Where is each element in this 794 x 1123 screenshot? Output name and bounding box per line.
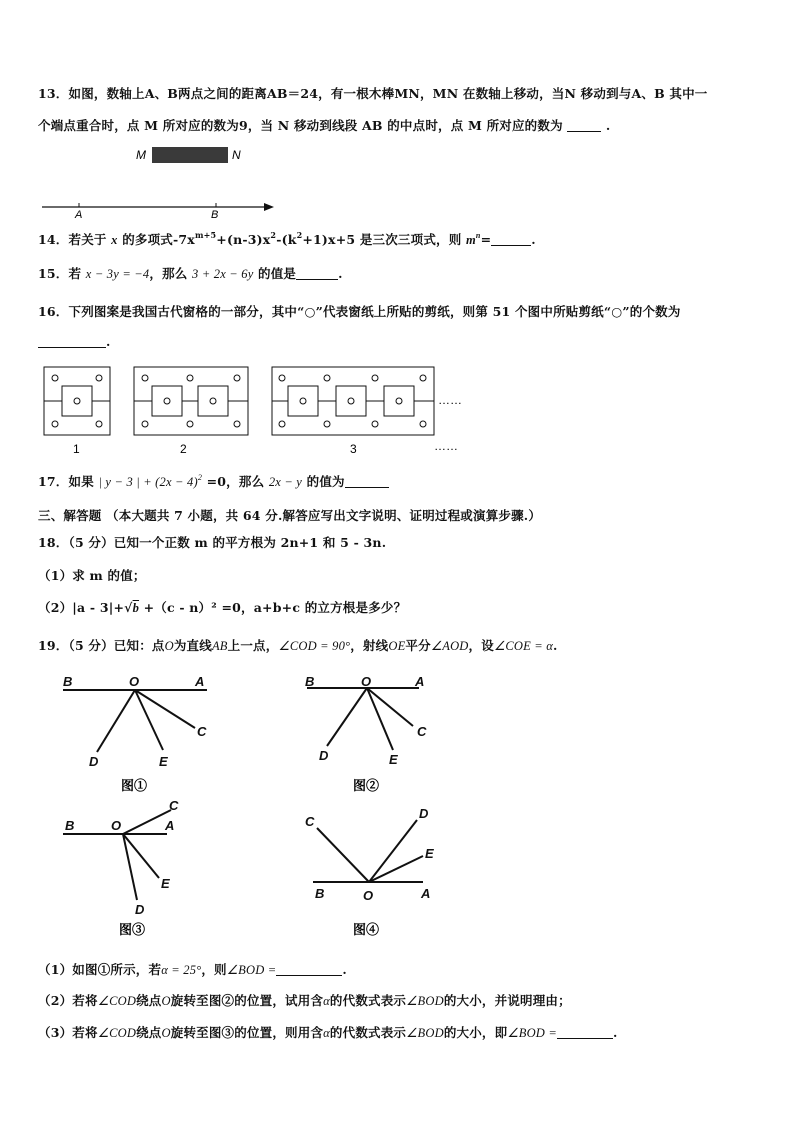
f1-label-c: C	[197, 724, 207, 739]
f4-label-o: O	[363, 888, 374, 903]
section-3-heading: 三、解答题 （本大题共 7 小题，共 64 分.解答应写出文字说明、证明过程或演算步骤.）	[38, 508, 542, 523]
f2-label-b: B	[305, 674, 315, 689]
q19-part2	[38, 991, 571, 1009]
q13-axis-arrow	[264, 203, 274, 211]
q19-stem-mid5: ，设	[468, 638, 494, 653]
q19-p3-mid3: 的代数式表示	[329, 1025, 407, 1040]
q19-p2-bod: ∠BOD	[406, 994, 444, 1008]
q19-caption-1: 图①	[121, 778, 148, 793]
q19-p3-mid2: 旋转至图③的位置，则用含	[170, 1025, 324, 1040]
q17-eq: =0，那么	[206, 474, 265, 489]
q16-ellipsis-top: ……	[438, 393, 462, 407]
q13-label-n: N	[232, 148, 241, 162]
q16-label-1: 1	[73, 442, 80, 456]
f3-label-e: E	[161, 876, 170, 891]
f3-label-a: A	[165, 818, 175, 833]
q16-window-patterns-figure	[40, 362, 480, 462]
q17-answer-blank[interactable]	[345, 475, 389, 488]
q14-line	[38, 230, 536, 248]
f2-label-d: D	[319, 748, 329, 763]
q19-p3-o: O	[161, 1026, 171, 1040]
f1-label-b: B	[63, 674, 73, 689]
q19-figure-4-labels	[305, 806, 434, 903]
q16-label-3: 3	[350, 442, 357, 456]
q19-figure-4	[313, 820, 423, 882]
q19-point-o: O	[164, 639, 174, 653]
q14-exp2: 2	[270, 230, 277, 240]
q17-expression: | y − 3 | + (2x − 4)	[98, 475, 198, 489]
q19-p3-answer-blank[interactable]	[557, 1026, 613, 1039]
q15-post: 的值是	[258, 266, 297, 281]
f3-label-c: C	[169, 798, 179, 813]
q19-angle-coe: ∠COE = α	[493, 639, 553, 653]
q16-ellipsis-bottom: ……	[434, 439, 458, 453]
q19-p1-answer-blank[interactable]	[276, 963, 342, 976]
q19-caption-2: 图②	[353, 778, 380, 793]
q19-stem-end: .	[553, 638, 558, 653]
q19-figures	[55, 668, 455, 938]
q19-p2-pre: （2）若将	[38, 993, 98, 1008]
q19-figure-2	[307, 688, 419, 750]
q16-p3-frame	[272, 367, 434, 435]
q14-post: =	[480, 232, 492, 247]
q16-pattern-1	[44, 367, 110, 435]
q19-figure-1	[63, 690, 207, 752]
q14-exp3: 2	[296, 230, 303, 240]
f3-label-d: D	[135, 902, 145, 917]
q15-pre: 15．若	[38, 266, 82, 281]
q19-p1-end: .	[342, 962, 347, 977]
f1-label-d: D	[89, 754, 99, 769]
q19-part1	[38, 960, 347, 978]
q19-stem-mid1: 为直线	[173, 638, 212, 653]
q18-stem: 18．（5 分）已知一个正数 m 的平方根为 2n+1 和 5 - 3n.	[38, 535, 387, 550]
q13-line2	[38, 116, 610, 134]
q14-exp1: m+5	[194, 230, 217, 240]
f3-label-o: O	[111, 818, 122, 833]
q17-pre: 17．如果	[38, 474, 94, 489]
f4-label-a: A	[421, 886, 431, 901]
q19-stem	[38, 636, 558, 654]
f3-label-b: B	[65, 818, 75, 833]
q15-line	[38, 264, 343, 282]
q13-line2-text: 个端点重合时，点 M 所对应的数为9，当 N 移动到线段 AB 的中点时，点 M 所对应的数为	[38, 118, 563, 133]
q19-stem-mid2: 上一点，	[227, 638, 279, 653]
sqrt-icon: √	[124, 600, 133, 615]
q14-mid1: 的多项式-7x	[122, 232, 195, 247]
q19-p3-mid4: 的大小，即	[443, 1025, 508, 1040]
q16-line1: 16．下列图案是我国古代窗格的一部分，其中“○”代表窗纸上所贴的剪纸，则第 51 个图中所贴剪纸“○”的个数为	[38, 304, 681, 319]
f1-label-o: O	[129, 674, 140, 689]
q14-n: n	[475, 231, 481, 240]
q19-p2-mid2: 旋转至图②的位置，试用含	[170, 993, 324, 1008]
q18-part2-post: +（c - n）² =0，a+b+c 的立方根是多少？	[143, 600, 407, 615]
q15-answer-blank[interactable]	[296, 267, 338, 280]
q15-end: .	[338, 266, 343, 281]
q14-answer-blank[interactable]	[491, 233, 531, 246]
q14-pre: 14．若关于	[38, 232, 107, 247]
q19-p2-cod: ∠COD	[97, 994, 137, 1008]
q19-p1-pre: （1）如图①所示，若	[38, 962, 162, 977]
q19-p3-cod: ∠COD	[97, 1026, 137, 1040]
q17-exp: 2	[197, 473, 203, 482]
q19-p2-mid1: 绕点	[136, 993, 162, 1008]
q19-figure-3-labels	[65, 798, 179, 917]
q14-mid4: +1)x+5 是三次三项式，则	[302, 232, 462, 247]
q19-stem-pre: 19．（5 分）已知：点	[38, 638, 165, 653]
q13-answer-blank[interactable]	[567, 119, 601, 132]
q19-angle-aod: ∠AOD	[430, 639, 469, 653]
q16-line2-end: .	[106, 334, 111, 349]
f2-label-e: E	[389, 752, 398, 767]
q19-stem-mid4: 平分	[405, 638, 431, 653]
q16-label-2: 2	[180, 442, 187, 456]
q19-p2-alpha: α	[323, 994, 330, 1008]
q19-p3-mid1: 绕点	[136, 1025, 162, 1040]
q17-line	[38, 472, 389, 490]
q15-expression: 3 + 2x − 6y	[192, 267, 254, 281]
q15-condition: x − 3y = −4	[85, 267, 150, 281]
q19-p3-alpha: α	[323, 1026, 330, 1040]
q19-p2-o: O	[161, 994, 171, 1008]
q14-end: .	[531, 232, 536, 247]
q14-mid2: +(n-3)x	[216, 232, 271, 247]
q19-part3	[38, 1023, 618, 1041]
q19-p3-bod: ∠BOD	[406, 1026, 444, 1040]
f2-label-a: A	[415, 674, 425, 689]
q19-angle-cod: ∠COD = 90°	[278, 639, 351, 653]
q19-p2-mid3: 的代数式表示	[329, 993, 407, 1008]
q19-p3-pre: （3）若将	[38, 1025, 98, 1040]
q19-stem-mid3: ，射线	[350, 638, 389, 653]
q17-target-expr: 2x − y	[268, 475, 303, 489]
f4-label-d: D	[419, 806, 429, 821]
q18-part2-pre: （2）|a - 3|+	[38, 600, 125, 615]
q19-p1-bod: ∠BOD =	[226, 963, 277, 977]
q17-post: 的值为	[306, 474, 345, 489]
q19-line-ab: AB	[211, 639, 228, 653]
q19-caption-4: 图④	[353, 922, 380, 937]
q13-label-m: M	[136, 148, 146, 162]
q18-part1: （1）求 m 的值；	[38, 568, 146, 583]
q19-p1-mid: ，则	[201, 962, 227, 977]
q16-pattern-3	[272, 367, 434, 435]
f2-label-o: O	[361, 674, 372, 689]
q19-caption-3: 图③	[119, 922, 146, 937]
q16-p1-square	[62, 386, 92, 416]
q13-stick-mn	[152, 147, 228, 163]
q19-p3-bod2: ∠BOD =	[507, 1026, 557, 1040]
q18-radicand: b	[132, 601, 140, 615]
q14-var-x: x	[111, 233, 118, 247]
q13-label-b: B	[211, 209, 219, 221]
f1-label-e: E	[159, 754, 168, 769]
f4-label-c: C	[305, 814, 315, 829]
f2-label-c: C	[417, 724, 427, 739]
f1-label-a: A	[195, 674, 205, 689]
f4-label-e: E	[425, 846, 434, 861]
q14-m: m	[465, 233, 476, 247]
q13-line1: 13．如图，数轴上A、B两点之间的距离AB＝24，有一根木棒MN，MN 在数轴上移动，当N 移动到与A、B 其中一	[38, 86, 708, 101]
q13-line2-end: .	[605, 118, 611, 133]
q16-answer-blank[interactable]	[38, 335, 106, 348]
q19-p3-end: .	[613, 1025, 618, 1040]
q13-label-a: A	[75, 209, 83, 221]
f4-label-b: B	[315, 886, 325, 901]
q19-ray-oe: OE	[388, 639, 406, 653]
q18-part2	[38, 598, 406, 616]
q19-p1-alpha: α = 25°	[161, 963, 202, 977]
q14-mid3: -(k	[276, 232, 297, 247]
q19-p2-end: 的大小，并说明理由；	[443, 993, 571, 1008]
q13-number-line-figure	[30, 140, 290, 222]
q16-line2	[38, 334, 111, 349]
q15-mid: ，那么	[149, 266, 188, 281]
q16-pattern-2	[134, 367, 248, 435]
